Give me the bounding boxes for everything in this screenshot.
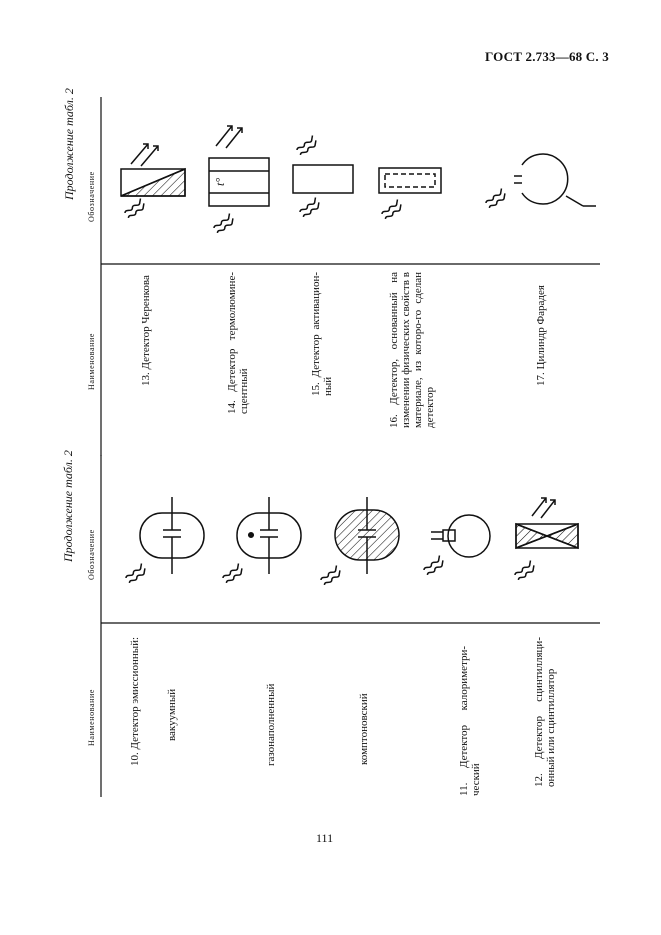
lower-col-name-header: Наименование	[87, 688, 96, 746]
upper-col-name-header: Наименование	[87, 332, 96, 390]
lower-row-gas-name: газонаполненный	[265, 683, 277, 766]
lower-table-grid	[101, 455, 600, 797]
vacuum-emission-detector-symbol	[124, 497, 204, 584]
document-header: ГОСТ 2.733—68 С. 3	[484, 49, 609, 64]
gas-filled-detector-symbol	[221, 497, 301, 584]
upper-row-17-name: 17. Цилиндр Фарадея	[535, 285, 547, 386]
cherenkov-detector-symbol	[121, 144, 185, 219]
property-change-detector-symbol	[379, 168, 441, 220]
page-number: 111	[316, 831, 334, 845]
lower-col-symbol-header: Обозначение	[87, 529, 96, 580]
faraday-cylinder-symbol	[484, 154, 596, 209]
upper-row-16-name: 16. Детектор, основанный на изменении физических свойств в материале, из которо-го сделан детектор	[388, 272, 436, 428]
upper-row-13-name: 13. Детектор Черенкова	[140, 275, 152, 386]
activation-detector-symbol	[293, 135, 353, 217]
lower-row-vacuum-name: вакуумный	[166, 688, 178, 741]
upper-row-14-name: 14. Детектор термолюмине-сцентный	[226, 272, 250, 414]
lower-row-12-name: 12. Детектор сцинтилляци-онный или сцинтиллятор	[533, 637, 557, 787]
scintillation-detector-symbol	[513, 498, 578, 581]
lower-row-11-name: 11. Детектор калориметри-ческий	[458, 646, 482, 796]
lower-row-10-name: 10. Детектор эмиссионный:	[129, 636, 141, 766]
upper-row-15-name: 15. Детектор активацион-ный	[310, 272, 334, 396]
lower-row-compton-name: комптоновский	[358, 693, 370, 765]
calorimetric-detector-symbol	[422, 515, 490, 576]
upper-table-caption: Продолжение табл. 2	[62, 88, 76, 200]
upper-col-symbol-header: Обозначение	[87, 171, 96, 222]
upper-table-grid	[101, 97, 600, 456]
compton-detector-symbol	[319, 497, 399, 586]
lower-table-caption: Продолжение табл. 2	[61, 450, 75, 562]
thermo-symbol-text: t°	[213, 177, 227, 186]
